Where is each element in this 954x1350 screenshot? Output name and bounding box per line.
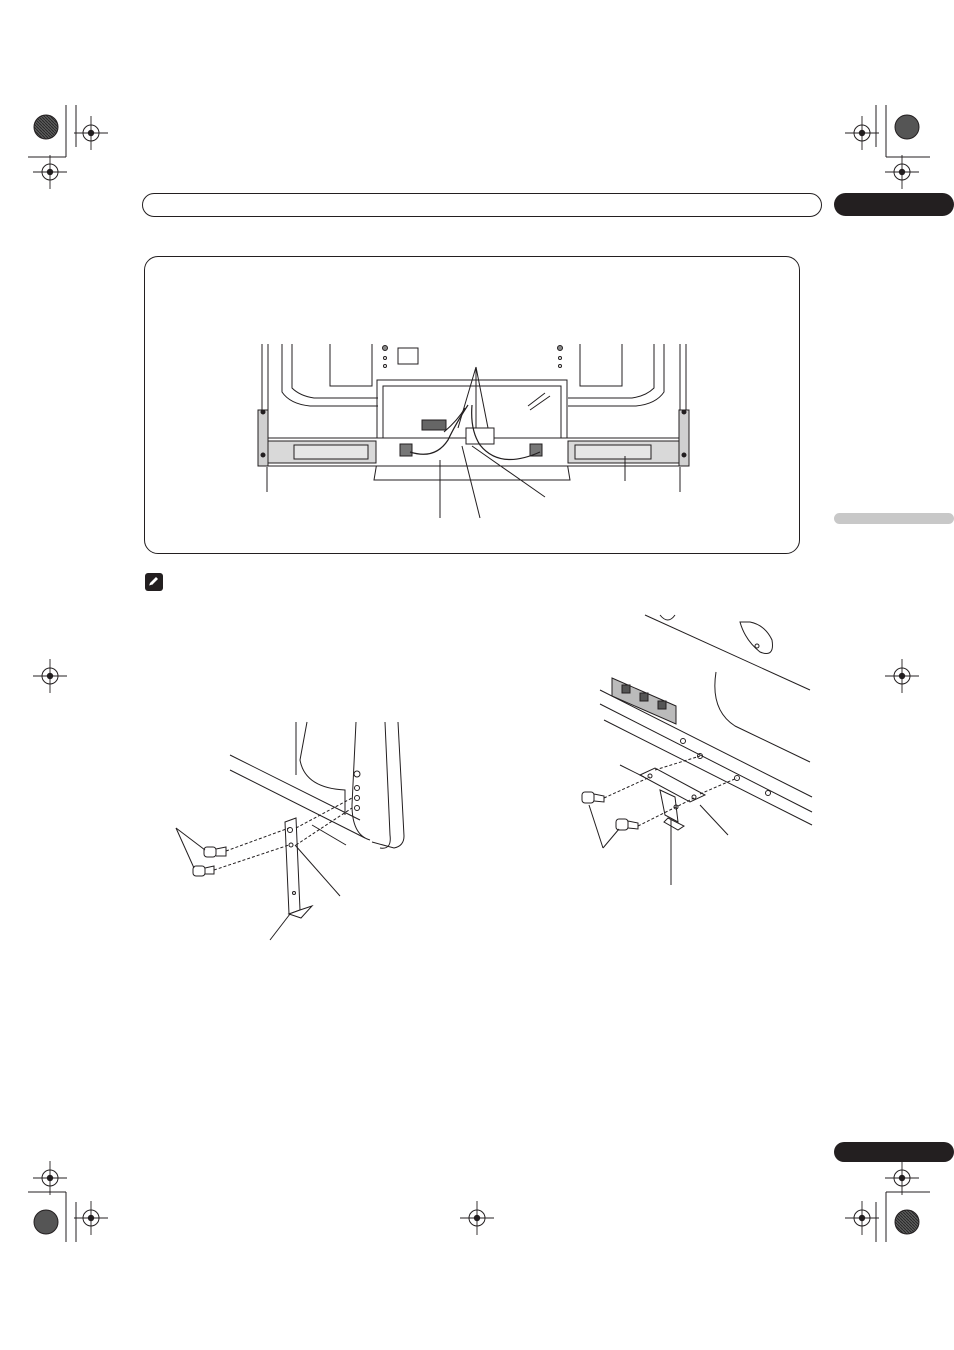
registration-mark-icon	[33, 116, 919, 1235]
speaker-installation-rear-view	[258, 344, 689, 518]
center-bracket-attachment	[582, 615, 812, 885]
color-target-icon	[34, 115, 919, 1234]
screw-icon	[193, 847, 226, 876]
crop-marks	[28, 105, 930, 1242]
side-bracket-attachment	[176, 722, 404, 940]
screw-icon	[582, 792, 638, 830]
